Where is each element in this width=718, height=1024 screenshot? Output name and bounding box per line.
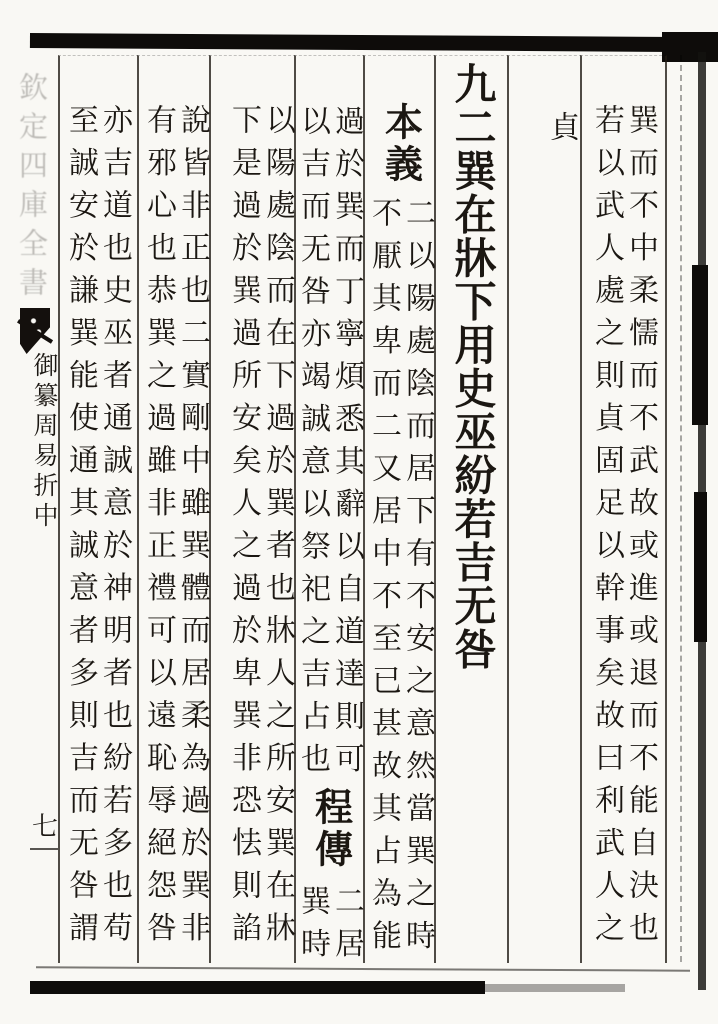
commentary-line-right: 以陽處陰而在下過於巽者也牀人之所安巽在牀 bbox=[260, 104, 295, 954]
column-1 bbox=[580, 55, 667, 963]
column-6 bbox=[209, 55, 296, 963]
commentary-dual-line bbox=[295, 885, 363, 970]
bleed-through-text: 欽定四庫全書 bbox=[15, 72, 49, 306]
column-5 bbox=[294, 55, 365, 970]
commentary-line-right: 二居 bbox=[329, 885, 364, 970]
commentary-line-left: 若以武人處之則貞固足以幹事矣故曰利武人之 bbox=[589, 104, 624, 954]
commentary-line-left: 以吉而无咎亦竭誠意以祭祀之吉占也 bbox=[295, 105, 330, 785]
outer-column-rule bbox=[680, 55, 682, 962]
commentary-dual-line bbox=[544, 111, 578, 154]
commentary-line-left: 有邪心也恭巽之過雖非正禮可以遠恥辱絕怨咎 bbox=[141, 104, 176, 954]
commentary-line-right: 二以陽處陰而居下有不安之意然當巽之時 bbox=[400, 197, 435, 962]
bottom-border-bar-fade bbox=[485, 984, 625, 992]
right-edge-ink-blob bbox=[694, 492, 707, 642]
commentary-line-left: 巽時 bbox=[295, 885, 330, 970]
bottom-border-bar bbox=[30, 981, 485, 994]
spine-margin bbox=[0, 0, 58, 1024]
right-edge-ink-blob bbox=[692, 265, 708, 425]
commentary-line-right: 巽而不中柔懦而不武故或進或退而不能自決也 bbox=[623, 104, 658, 954]
commentary-line-right: 亦吉道也史巫者通誠意於神明者也紛若多也苟 bbox=[97, 104, 132, 954]
commentary-line-continuation: 貞 bbox=[544, 111, 579, 154]
column-8 bbox=[58, 55, 139, 963]
top-right-corner-bar bbox=[662, 32, 718, 62]
column-7 bbox=[137, 55, 211, 963]
hexagram-line-text: 九二巽在牀下用史巫紛若吉无咎 bbox=[448, 62, 498, 671]
commentary-dual-line bbox=[589, 104, 657, 954]
commentary-dual-line bbox=[295, 105, 363, 785]
commentary-dual-line bbox=[226, 104, 294, 954]
commentary-dual-line bbox=[366, 197, 434, 962]
commentary-line-left: 至誠安於謙巽能使通其誠意者多則吉而无咎謂 bbox=[63, 104, 98, 954]
chengzhuan-section-label: 程傳 bbox=[308, 787, 354, 871]
column-4 bbox=[363, 55, 436, 963]
top-border-bar bbox=[30, 33, 718, 52]
benyi-section-label: 本義 bbox=[378, 102, 424, 186]
commentary-dual-line bbox=[141, 104, 209, 954]
column-3 bbox=[434, 55, 509, 963]
book-title: 御纂周易折中 bbox=[30, 352, 59, 532]
commentary-line-right: 過於巽而丁寧煩悉其辭以自道達則可 bbox=[329, 105, 364, 785]
column-2 bbox=[507, 55, 582, 963]
commentary-line-left: 不厭其卑而二又居中不至已甚故其占為能 bbox=[366, 197, 401, 962]
commentary-dual-line bbox=[63, 104, 131, 954]
commentary-line-right: 說皆非正也二實剛中雖巽體而居柔為過於巽非 bbox=[175, 104, 210, 954]
commentary-line-left: 下是過於巽過所安矣人之過於卑巽非恐怯則諂 bbox=[226, 104, 261, 954]
page-number: 七 bbox=[32, 812, 59, 842]
page-number-rule bbox=[30, 848, 58, 850]
